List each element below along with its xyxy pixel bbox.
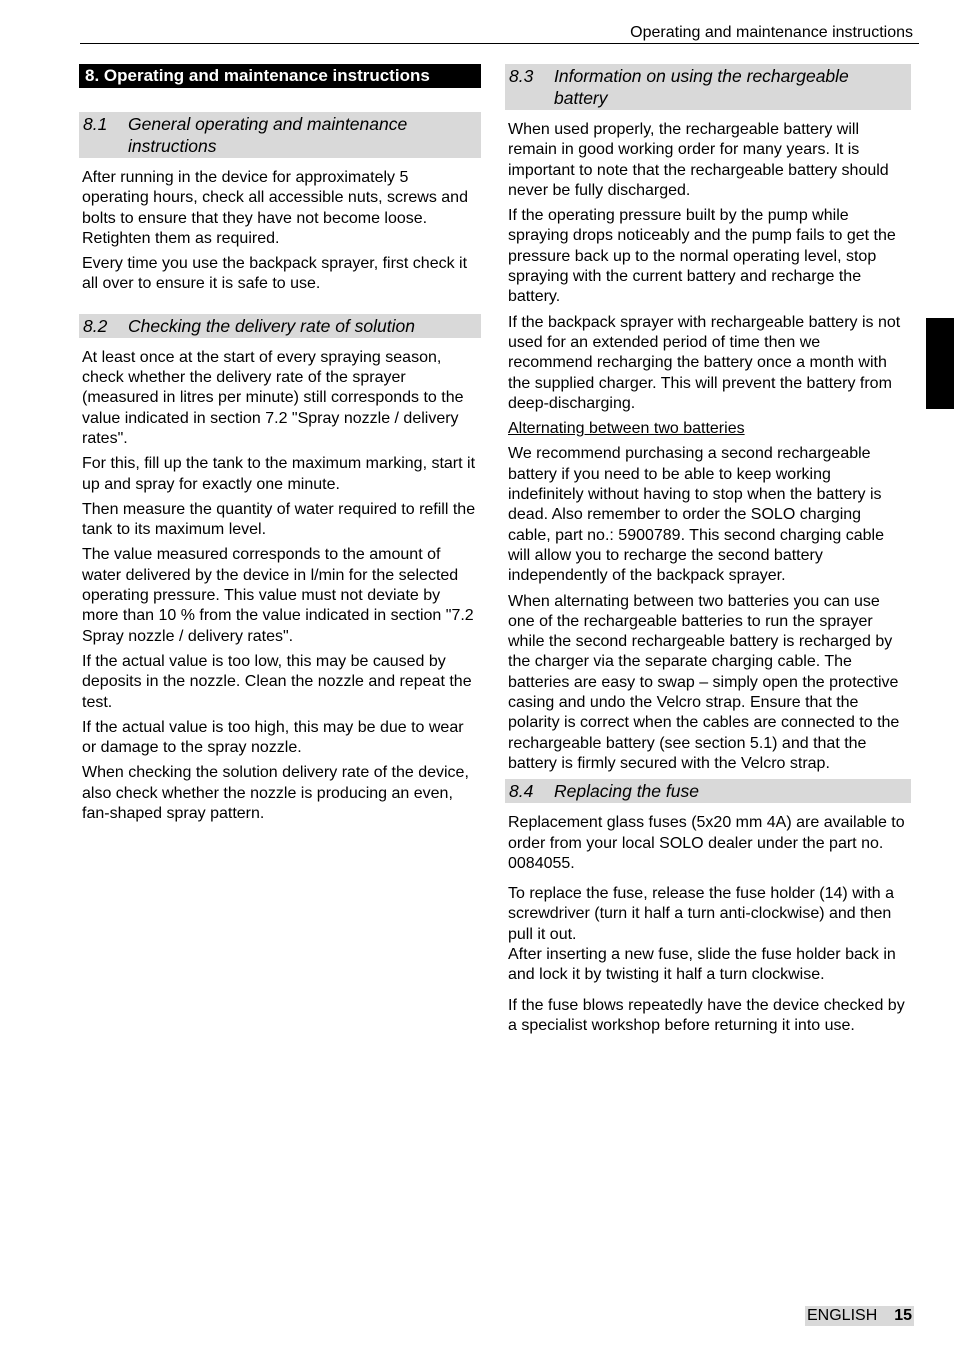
- left-column: [79, 64, 481, 829]
- paragraph: When used properly, the rechargeable battery will remain in good working order for many years. It is important to note that the rechargeable battery should never be fully discharged.: [508, 121, 889, 199]
- page-number: 15: [894, 1307, 912, 1324]
- paragraph: After running in the device for approximately 5 operating hours, check all accessible nuts, screws and bolts to ensure that they have not become loose. Retighten them as required.: [82, 169, 468, 247]
- section-heading-8-3: [505, 64, 911, 110]
- paragraph: After inserting a new fuse, slide the fuse holder back in and lock it by twisting it half a turn clockwise.: [508, 945, 896, 984]
- section-heading-8-4: [505, 779, 911, 803]
- section-title: Information on using the rechargeable battery: [554, 66, 849, 108]
- section-heading-8-2: [79, 314, 481, 338]
- section-number: 8.4: [509, 781, 534, 802]
- paragraph: When alternating between two batteries you can use one of the rechargeable batteries to run the sprayer while the second rechargeable battery is recharged by the charger via the separate charging cable. The batteries are easy to swap – simply open the protective casing and undo the Velcro strap. Ensure that the polarity is correct when the cables are connected to the rechargeable battery (see section 5.1) and that the battery is firmly secured with the Velcro strap.: [508, 592, 900, 772]
- footer-language: ENGLISH: [807, 1307, 878, 1324]
- subheading: Alternating between two batteries: [508, 420, 745, 438]
- paragraph: At least once at the start of every spraying season, check whether the delivery rate of the sprayer (measured in litres per minute) still corresponds to the value indicated in section 7.2 "Spray nozzle / delivery rates".: [82, 348, 464, 447]
- paragraph: For this, fill up the tank to the maximum marking, start it up and spray for exactly one minute.: [82, 455, 476, 493]
- section-title: Checking the delivery rate of solution: [128, 315, 415, 336]
- section-heading-8-1: [79, 112, 481, 158]
- paragraph: When checking the solution delivery rate of the device, also check whether the nozzle is producing an even, fan-shaped spray pattern.: [82, 764, 469, 823]
- paragraph: Then measure the quantity of water required to refill the tank to its maximum level.: [82, 500, 476, 539]
- section-number: 8.2: [83, 315, 108, 336]
- header-rule: [80, 43, 919, 44]
- paragraph: Replacement glass fuses (5x20 mm 4A) are available to order from your local SOLO dealer under the part no. 0084055.: [508, 814, 905, 872]
- paragraph: If the backpack sprayer with rechargeable battery is not used for an extended period of time then we recommend recharging the battery once a month with the supplied charger. This will prevent the battery from deep-discharging.: [508, 313, 901, 412]
- paragraph: The value measured corresponds to the amount of water delivered by the device in l/min for the selected operating pressure. This value must not deviate by more than 10 % from the value indicated in section "7.2 Spray nozzle / delivery rates".: [82, 546, 474, 645]
- right-column: [505, 64, 911, 1041]
- paragraph: To replace the fuse, release the fuse holder (14) with a screwdriver (turn it half a turn anti-clockwise) and then pull it out.: [508, 885, 894, 943]
- page-footer: [805, 1306, 914, 1326]
- chapter-title: 8. Operating and maintenance instructions: [79, 64, 481, 88]
- section-number: 8.3: [509, 66, 534, 86]
- paragraph: If the actual value is too high, this may be due to wear or damage to the spray nozzle.: [82, 718, 464, 757]
- paragraph: If the operating pressure built by the pump while spraying drops noticeably and the pump fails to get the pressure back up to the normal operating level, stop spraying with the current battery and recharge the battery.: [508, 207, 896, 306]
- section-title: Replacing the fuse: [554, 781, 699, 802]
- section-number: 8.1: [83, 114, 108, 134]
- chapter-tab-marker: [926, 318, 954, 409]
- paragraph: If the fuse blows repeatedly have the device checked by a specialist workshop before returning it into use.: [508, 996, 905, 1034]
- paragraph: Every time you use the backpack sprayer, first check it all over to ensure it is safe to use.: [82, 255, 468, 293]
- running-header: Operating and maintenance instructions: [630, 24, 913, 41]
- paragraph: If the actual value is too low, this may be caused by deposits in the nozzle. Clean the nozzle and repeat the test.: [82, 652, 472, 711]
- paragraph: We recommend purchasing a second rechargeable battery if you need to be able to keep working indefinitely without having to stop when the battery is dead. Also remember to order the SOLO charging cable, part no.: 5900789. This second charging cable will allow you to recharge the second battery independently of the backpack sprayer.: [508, 445, 884, 585]
- section-title: General operating and maintenance instructions: [128, 114, 408, 156]
